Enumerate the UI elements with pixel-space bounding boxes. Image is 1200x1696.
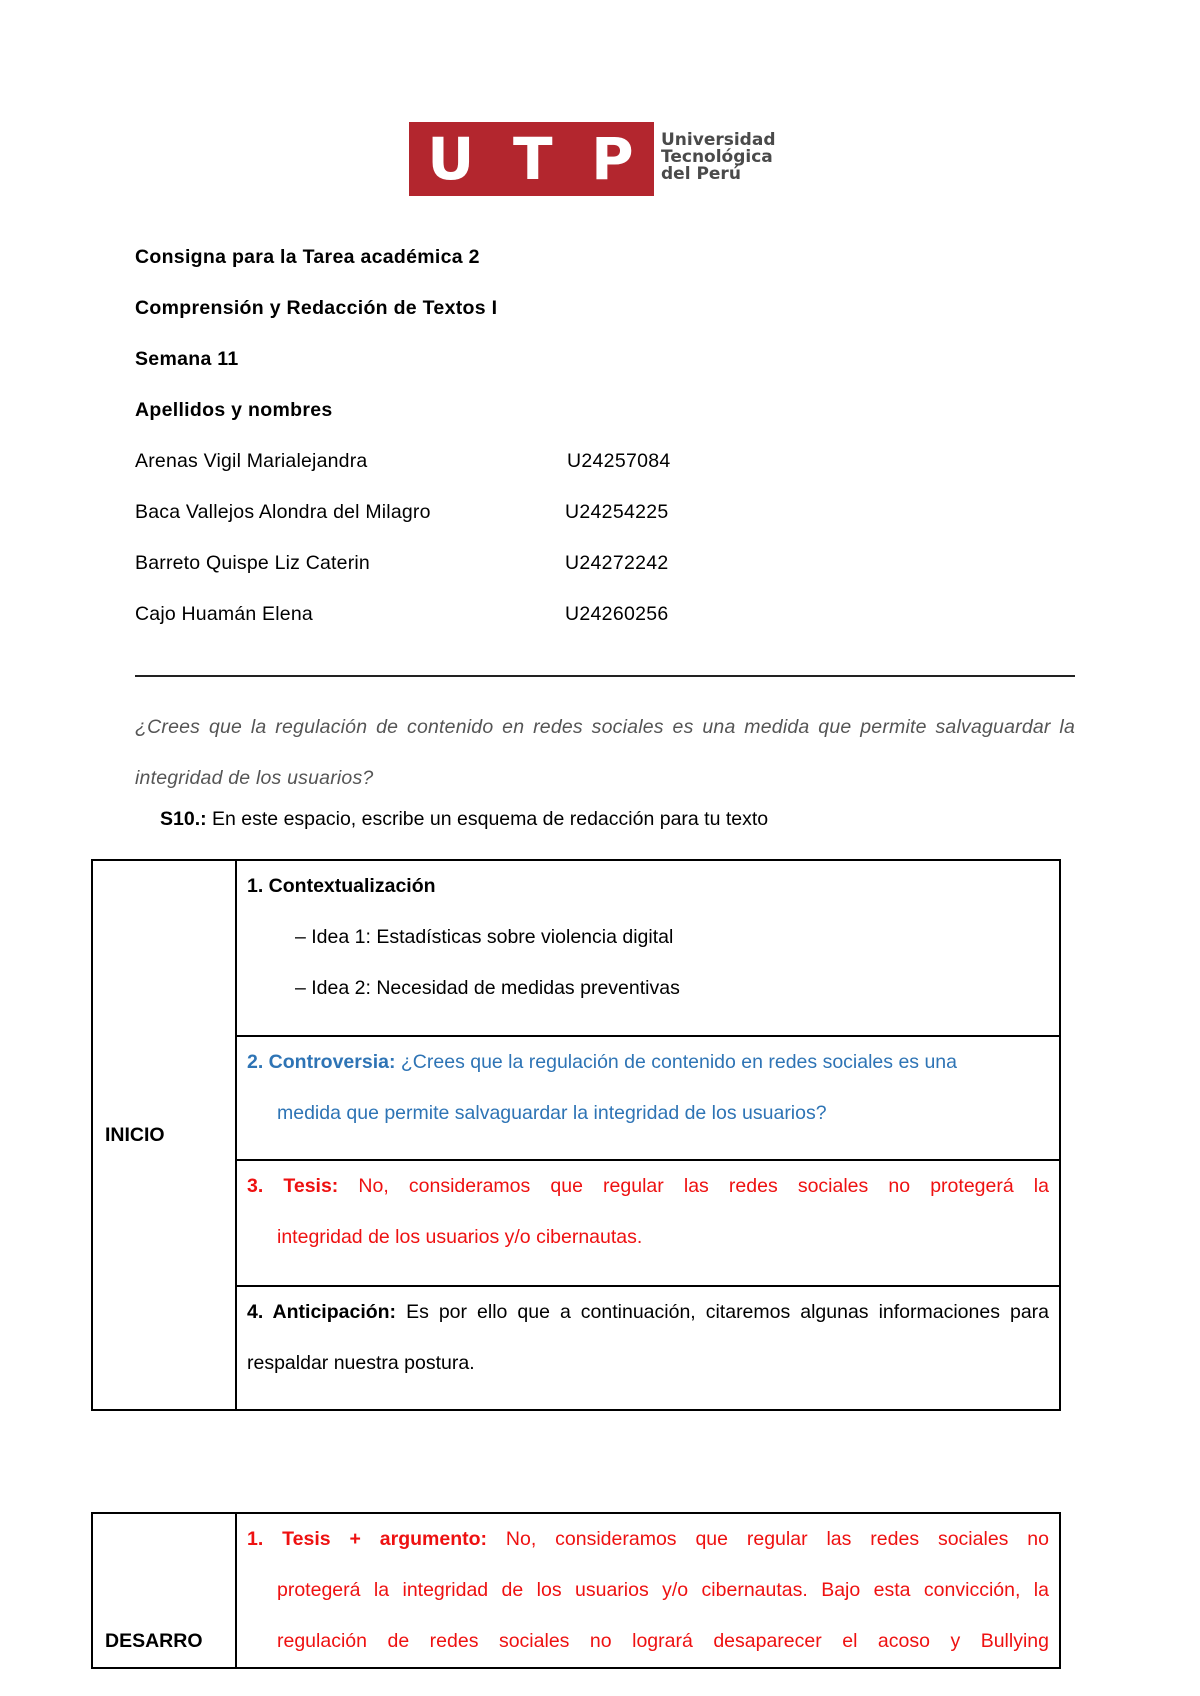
utp-logo-letters (409, 125, 654, 193)
guiding-question: ¿Crees que la regulación de contenido en redes sociales es una medida que permite salvaguardar la integridad de los usuarios? (135, 716, 1075, 789)
tesis-text: No, consideramos que regular las redes sociales no protegerá la (338, 1175, 1049, 1197)
contextualizacion-cell (236, 860, 1060, 1036)
controversia-cell (236, 1036, 1060, 1160)
controversia-label: 2. Controversia: (247, 1051, 396, 1073)
s10-text: En este espacio, escribe un esquema de redacción para tu texto (206, 808, 769, 830)
controversia-text: ¿Crees que la regulación de contenido en redes sociales es una (395, 1051, 957, 1073)
anticipacion-text: Es por ello que a continuación, citaremos algunas informaciones para respaldar nuestra postura. (247, 1301, 1049, 1374)
member-name: Baca Vallejos Alondra del Milagro (135, 501, 431, 523)
member-code: U24272242 (565, 552, 669, 574)
tesis-text-2: integridad de los usuarios y/o cibernautas. (277, 1226, 643, 1248)
member-name: Arenas Vigil Marialejandra (135, 450, 368, 472)
member-name: Cajo Huamán Elena (135, 603, 313, 625)
logo-letter-p: P (591, 125, 636, 193)
member-code: U24257084 (567, 450, 671, 472)
s10-label: S10.: (160, 808, 207, 830)
desarrollo-table (91, 1512, 1061, 1669)
idea-item: – Idea 2: Necesidad de medidas preventivas (295, 977, 680, 999)
member-code: U24260256 (565, 603, 669, 625)
s10-instruction (160, 808, 768, 831)
anticipacion-label: 4. Anticipación: (247, 1301, 397, 1323)
member-code: U24254225 (565, 501, 669, 523)
members-heading: Apellidos y nombres (135, 399, 333, 421)
contextualizacion-title: 1. Contextualización (247, 875, 436, 897)
controversia-text-2: medida que permite salvaguardar la integridad de los usuarios? (277, 1102, 827, 1124)
separator-line (135, 675, 1075, 677)
utp-logo (409, 122, 776, 196)
course-title: Comprensión y Redacción de Textos I (135, 297, 498, 319)
university-name: Universidad Tecnológica del Perú (661, 130, 776, 184)
tesis-argumento-cell (236, 1513, 1060, 1668)
idea-item: – Idea 1: Estadísticas sobre violencia digital (295, 926, 674, 948)
logo-letter-t: T (513, 125, 555, 193)
inicio-table (91, 859, 1061, 1411)
logo-letter-u: U (427, 125, 477, 193)
assignment-title: Consigna para la Tarea académica 2 (135, 246, 480, 268)
tesis-argumento-text-2: protegerá la integridad de los usuarios y/o cibernautas. Bajo esta convicción, la regulación de redes sociales no logrará desaparecer el acoso y Bullying (277, 1579, 1049, 1652)
inicio-label: INICIO (92, 860, 236, 1410)
desarrollo-label: DESARRO (92, 1513, 236, 1668)
anticipacion-cell (236, 1286, 1060, 1410)
tesis-argumento-text: No, consideramos que regular las redes sociales no (487, 1528, 1050, 1550)
week-label: Semana 11 (135, 348, 239, 370)
tesis-argumento-label: 1. Tesis + argumento: (247, 1528, 488, 1550)
member-name: Barreto Quispe Liz Caterin (135, 552, 370, 574)
tesis-cell (236, 1160, 1060, 1286)
tesis-label: 3. Tesis: (247, 1175, 339, 1197)
